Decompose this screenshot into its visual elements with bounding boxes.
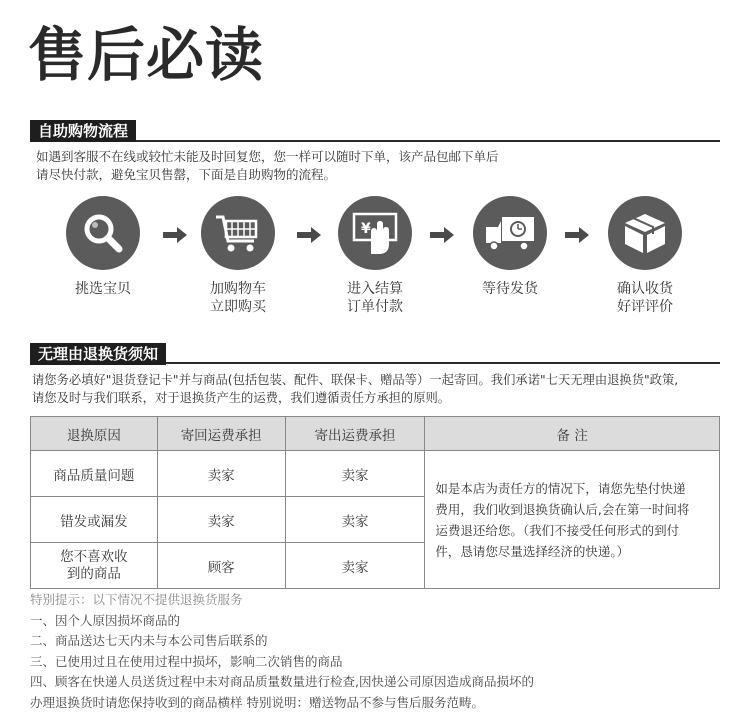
reason-line: 您不喜欢收 [60, 548, 128, 565]
intro-line: 请尽快付款，避免宝贝售罄，下面是自助购物的流程。 [36, 167, 337, 182]
notice-heading: 特别提示：以下情况不提供退换货服务 [30, 592, 243, 607]
column-header: 寄回运费承担 [157, 417, 285, 451]
intro-line: 如遇到客服不在线或较忙未能及时回复您，您一样可以随时下单，该产品包邮下单后 [36, 149, 499, 164]
send-fee-cell: 卖家 [285, 543, 425, 589]
search-icon [66, 196, 140, 270]
package-box-icon [608, 196, 682, 270]
column-header: 退换原因 [31, 417, 158, 451]
notice-item: 二、商品送达七天内未与本公司售后联系的 [30, 633, 268, 648]
note-line: 费用，我们收到退换货确认后,会在第一时间将 [435, 501, 690, 517]
send-fee-cell: 卖家 [285, 451, 425, 497]
column-header: 备 注 [425, 417, 720, 451]
step-label: 订单付款 [347, 299, 403, 315]
table-row [31, 451, 720, 497]
section-label-returns: 无理由退换货须知 [30, 343, 166, 365]
svg-text:¥: ¥ [361, 221, 371, 237]
step-select-product [43, 196, 163, 298]
section-label-self-service: 自助购物流程 [30, 120, 136, 142]
returns-table [30, 416, 720, 589]
notice-item: 四、顾客在快递人员送货过程中未对商品质量数量进行检查,因快递公司原因造成商品损坏的 [30, 674, 534, 689]
return-fee-cell: 卖家 [157, 497, 285, 543]
send-fee-cell: 卖家 [285, 497, 425, 543]
step-label: 立即购买 [210, 299, 266, 315]
delivery-truck-icon [473, 196, 547, 270]
step-label: 确认收货 [617, 281, 673, 297]
note-line: 运费退还给您。（我们不接受任何形式的到付 [435, 522, 680, 538]
returns-intro [32, 371, 678, 407]
note-cell [425, 451, 720, 589]
return-fee-cell: 卖家 [157, 451, 285, 497]
step-label: 挑选宝贝 [75, 281, 131, 297]
notice-footer: 办理退换货时请您保持收到的商品横样 特别说明：赠送物品不参与售后服务范畴。 [30, 694, 484, 710]
column-header: 寄出运费承担 [285, 417, 425, 451]
notice-item: 三、已使用过且在使用过程中损坏，影响二次销售的商品 [30, 653, 343, 669]
step-awaiting-shipment [450, 196, 570, 298]
shopping-cart-icon [201, 196, 275, 270]
step-label: 好评评价 [617, 299, 673, 315]
payment-hand-icon [338, 196, 412, 270]
step-checkout [315, 196, 435, 316]
table-header-row [31, 417, 720, 451]
step-label: 进入结算 [347, 281, 403, 297]
step-label: 加购物车 [210, 281, 266, 297]
step-add-to-cart [178, 196, 298, 316]
note-line: 件，恳请您尽量选择经济的快递。） [435, 543, 630, 559]
reason-line: 到的商品 [66, 565, 121, 582]
reason-cell [31, 543, 158, 589]
return-fee-cell: 顾客 [157, 543, 285, 589]
notice-item: 一、因个人原因损坏商品的 [30, 612, 181, 628]
reason-cell: 商品质量问题 [31, 451, 158, 497]
note-line: 如是本店为责任方的情况下，请您先垫付快递 [435, 480, 686, 496]
notices-list [30, 590, 534, 713]
page-title: 售后必读 [28, 21, 265, 89]
intro-line: 请您及时与我们联系，对于退换货产生的运费，我们遵循责任方承担的原则。 [32, 391, 451, 405]
self-service-intro [36, 148, 499, 184]
reason-cell: 错发或漏发 [31, 497, 158, 543]
intro-line: 请您务必填好"退货登记卡"并与商品(包括包装、配件、联保卡、赠品等）一起寄回。我们承诺"七天无理由退换货"政策, [32, 373, 679, 387]
step-confirm-receipt [585, 196, 705, 316]
step-label: 等待发货 [482, 281, 538, 297]
